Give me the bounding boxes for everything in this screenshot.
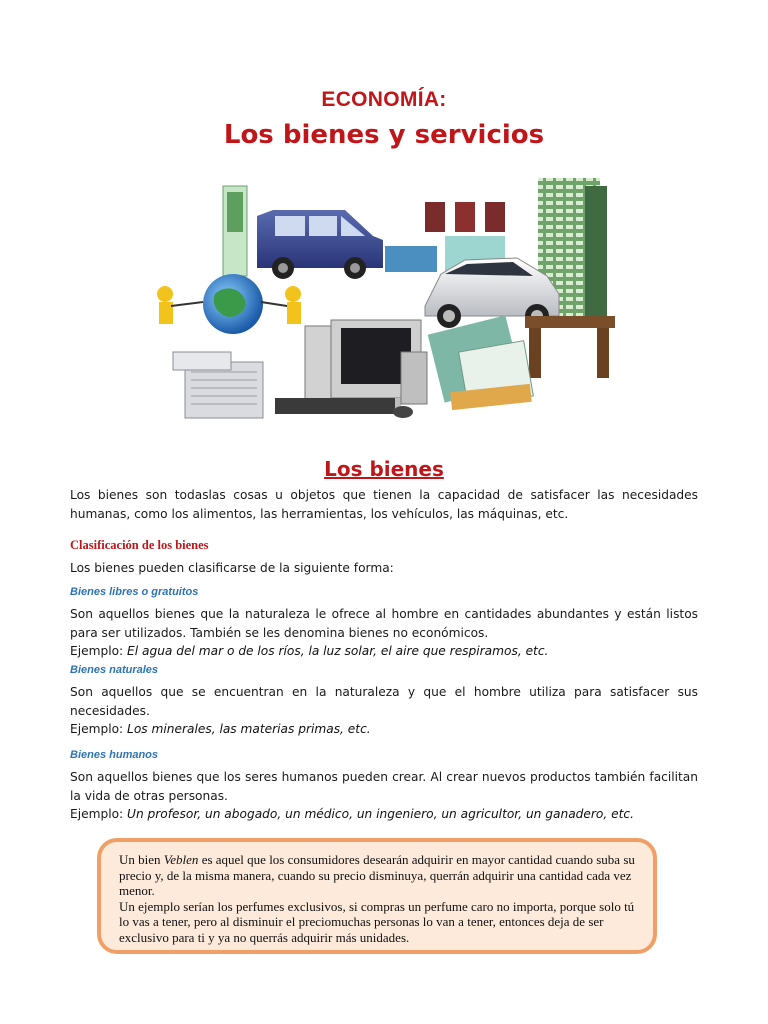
document-title: ECONOMÍA:: [321, 88, 447, 111]
green-card-icon: [223, 186, 247, 276]
note-term: Veblen: [163, 852, 199, 867]
van-icon: [257, 210, 383, 279]
type-text-human-goods: [70, 768, 698, 824]
type-title-free-goods: Bienes libres o gratuitos: [70, 586, 199, 598]
example-text: Los minerales, las materias primas, etc.: [127, 722, 371, 736]
veblen-note-box: [97, 838, 657, 954]
section-heading: Los bienes: [324, 457, 444, 481]
air-conditioner-icon: [173, 352, 263, 418]
veblen-note-text: [119, 852, 643, 946]
type-title-human-goods: Bienes humanos: [70, 749, 159, 761]
example-text: Un profesor, un abogado, un médico, un ingeniero, un agricultor, un ganadero, etc.: [127, 807, 634, 821]
note-line2: Un ejemplo serían los perfumes exclusivos, si compras un perfume caro no importa, porque solo tú lo vas a tener, pero al disminuir el preciomuchas personas lo van a tener, entonces deja de ser exclusivo para ti y ya no querrás adquirir más unidades.: [119, 898, 635, 945]
note-line1: es aquel que los consumidores desearán adquirir en mayor cantidad cuando suba su precio y, de la misma manera, cuando su precio disminuya, querrán adquirir una cantidad cada vez menor.: [119, 852, 635, 899]
goods-collage-image: [145, 176, 630, 428]
type-text-free-goods: [70, 605, 698, 661]
intro-paragraph: Los bienes son todaslas cosas u objetos que tienen la capacidad de satisfacer las necesidades humanas, como los alimentos, las herramientas, los vehículos, las máquinas, etc.: [70, 488, 698, 521]
note-prefix: Un bien: [119, 852, 164, 867]
example-label: Ejemplo:: [70, 722, 128, 736]
desk-icon: [525, 316, 615, 378]
example-text: El agua del mar o de los ríos, la luz solar, el aire que respiramos, etc.: [127, 644, 549, 658]
document-subtitle: Los bienes y servicios: [223, 120, 545, 150]
classification-intro: Los bienes pueden clasificarse de la siguiente forma:: [70, 561, 394, 575]
documents-icon: [428, 315, 534, 410]
example-label: Ejemplo:: [70, 644, 128, 658]
type-title-natural-goods: Bienes naturales: [70, 664, 159, 676]
computer-icon: [275, 320, 427, 418]
type-description: Son aquellos que se encuentran en la naturaleza y que el hombre utiliza para satisfacer sus necesidades.: [70, 685, 698, 718]
type-description: Son aquellos bienes que la naturaleza le ofrece al hombre en cantidades abundantes y están listos para ser utilizados. También se les denomina bienes no económicos.: [70, 607, 698, 640]
globe-icon: [157, 274, 301, 334]
type-text-natural-goods: [70, 683, 698, 739]
example-label: Ejemplo:: [70, 807, 128, 821]
classification-title: Clasificación de los bienes: [70, 538, 209, 552]
type-description: Son aquellos bienes que los seres humanos pueden crear. Al crear nuevos productos también facilitan la vida de otras personas.: [70, 770, 698, 803]
